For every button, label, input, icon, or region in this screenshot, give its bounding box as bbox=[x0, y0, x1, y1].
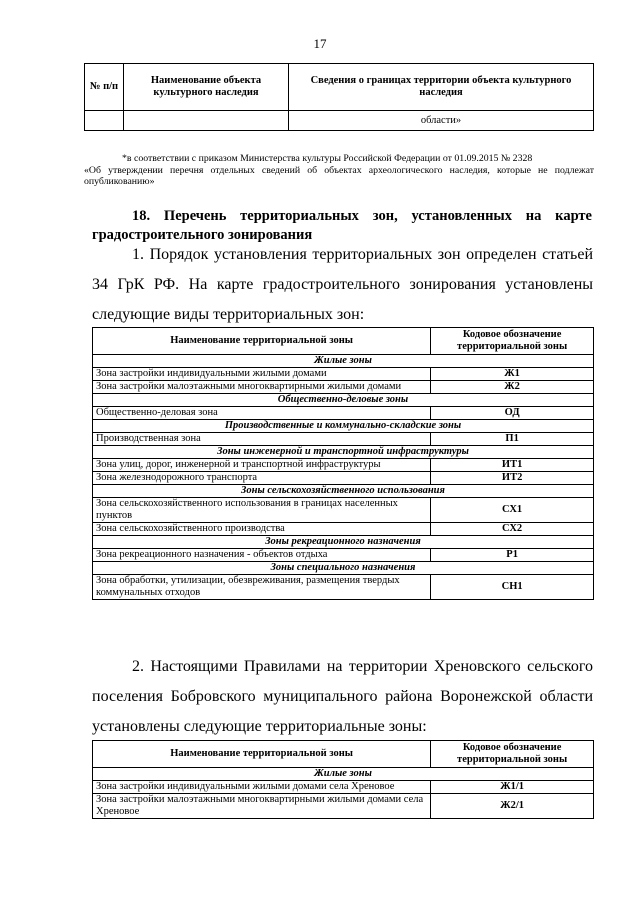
zone-group-label: Производственные и коммунально-складские зоны bbox=[93, 420, 594, 433]
zone-group-row bbox=[93, 355, 594, 368]
zone-group-row bbox=[93, 420, 594, 433]
zone-code: ИТ1 bbox=[431, 459, 594, 472]
table-row bbox=[93, 433, 594, 446]
zone-code: СН1 bbox=[431, 575, 594, 600]
zone-code: П1 bbox=[431, 433, 594, 446]
heritage-table-header bbox=[85, 64, 594, 111]
zones-table bbox=[92, 327, 594, 600]
table-row bbox=[85, 111, 594, 131]
zone-code: ОД bbox=[431, 407, 594, 420]
zone-name: Зона обработки, утилизации, обезвреживания, размещения твердых коммунальных отходов bbox=[93, 575, 431, 600]
table-cell bbox=[85, 111, 124, 131]
footnote-line-1: *в соответствии с приказом Министерства культуры Российской Федерации от 01.09.2015 № 2328 bbox=[122, 153, 533, 164]
zone-group-label: Зоны инженерной и транспортной инфраструктуры bbox=[93, 446, 594, 459]
header-zone-code: Кодовое обозначение территориальной зоны bbox=[431, 328, 594, 355]
zone-name: Зона застройки индивидуальными жилыми домами села Хреновое bbox=[93, 781, 431, 794]
zone-name: Зона сельскохозяйственного использования в границах населенных пунктов bbox=[93, 498, 431, 523]
section-heading-text: 18. Перечень территориальных зон, установленных на карте градостроительного зонирования bbox=[92, 208, 592, 243]
table-row bbox=[93, 368, 594, 381]
zone-group-label: Зоны сельскохозяйственного использования bbox=[93, 485, 594, 498]
zone-name: Зона сельскохозяйственного производства bbox=[93, 523, 431, 536]
zone-name: Зона застройки индивидуальными жилыми домами bbox=[93, 368, 431, 381]
table-row bbox=[93, 794, 594, 819]
header-object-name: Наименование объекта культурного наследия bbox=[124, 64, 289, 111]
table-row bbox=[93, 407, 594, 420]
table-cell: области» bbox=[289, 111, 594, 131]
zone-code: СХ1 bbox=[431, 498, 594, 523]
zone-code: Ж2 bbox=[431, 381, 594, 394]
local-zones-table-header bbox=[93, 741, 594, 768]
header-zone-name: Наименование территориальной зоны bbox=[93, 328, 431, 355]
zone-name: Общественно-деловая зона bbox=[93, 407, 431, 420]
paragraph-1-text: 1. Порядок установления территориальных зон определен статьей 34 ГрК РФ. На карте градостроительного зонирования установлены следующие виды территориальных зон: bbox=[92, 246, 593, 323]
zone-group-row bbox=[93, 536, 594, 549]
table-row bbox=[93, 381, 594, 394]
zone-name: Производственная зона bbox=[93, 433, 431, 446]
zone-group-label: Жилые зоны bbox=[93, 355, 594, 368]
zone-code: СХ2 bbox=[431, 523, 594, 536]
table-row bbox=[93, 575, 594, 600]
zone-group-row bbox=[93, 485, 594, 498]
zone-group-label: Жилые зоны bbox=[93, 768, 594, 781]
zone-name: Зона железнодорожного транспорта bbox=[93, 472, 431, 485]
zone-group-row bbox=[93, 446, 594, 459]
zone-group-row bbox=[93, 562, 594, 575]
footnote-line-2: «Об утверждении перечня отдельных сведений об объектах археологического наследия, которые не подлежат опубликованию» bbox=[84, 164, 594, 187]
zones-table-header bbox=[93, 328, 594, 355]
paragraph-2 bbox=[92, 652, 593, 742]
zone-code: Ж2/1 bbox=[431, 794, 594, 819]
table-row bbox=[93, 459, 594, 472]
table-row bbox=[93, 523, 594, 536]
zone-code: Ж1 bbox=[431, 368, 594, 381]
heritage-table bbox=[84, 63, 594, 131]
zone-group-label: Зоны специального назначения bbox=[93, 562, 594, 575]
zone-code: Р1 bbox=[431, 549, 594, 562]
zone-group-row bbox=[93, 768, 594, 781]
page-number: 17 bbox=[313, 36, 327, 51]
header-number: № п/п bbox=[85, 64, 124, 111]
paragraph-1 bbox=[92, 240, 593, 330]
header-zone-name: Наименование территориальной зоны bbox=[93, 741, 431, 768]
table-row bbox=[93, 549, 594, 562]
table-row bbox=[93, 498, 594, 523]
zone-name: Зона застройки малоэтажными многоквартирными жилыми домами bbox=[93, 381, 431, 394]
zone-code: ИТ2 bbox=[431, 472, 594, 485]
zone-name: Зона рекреационного назначения - объектов отдыха bbox=[93, 549, 431, 562]
table-row bbox=[93, 472, 594, 485]
zone-group-label: Зоны рекреационного назначения bbox=[93, 536, 594, 549]
local-zones-table bbox=[92, 740, 594, 819]
zone-code: Ж1/1 bbox=[431, 781, 594, 794]
footnote bbox=[84, 153, 594, 188]
header-boundaries: Сведения о границах территории объекта культурного наследия bbox=[289, 64, 594, 111]
zone-group-label: Общественно-деловые зоны bbox=[93, 394, 594, 407]
table-row bbox=[93, 781, 594, 794]
zone-name: Зона улиц, дорог, инженерной и транспортной инфраструктуры bbox=[93, 459, 431, 472]
header-zone-code: Кодовое обозначение территориальной зоны bbox=[431, 741, 594, 768]
zone-name: Зона застройки малоэтажными многоквартирными жилыми домами села Хреновое bbox=[93, 794, 431, 819]
zone-group-row bbox=[93, 394, 594, 407]
paragraph-2-text: 2. Настоящими Правилами на территории Хреновского сельского поселения Бобровского муниципального района Воронежской области установлены следующие территориальные зоны: bbox=[92, 658, 593, 735]
table-cell bbox=[124, 111, 289, 131]
